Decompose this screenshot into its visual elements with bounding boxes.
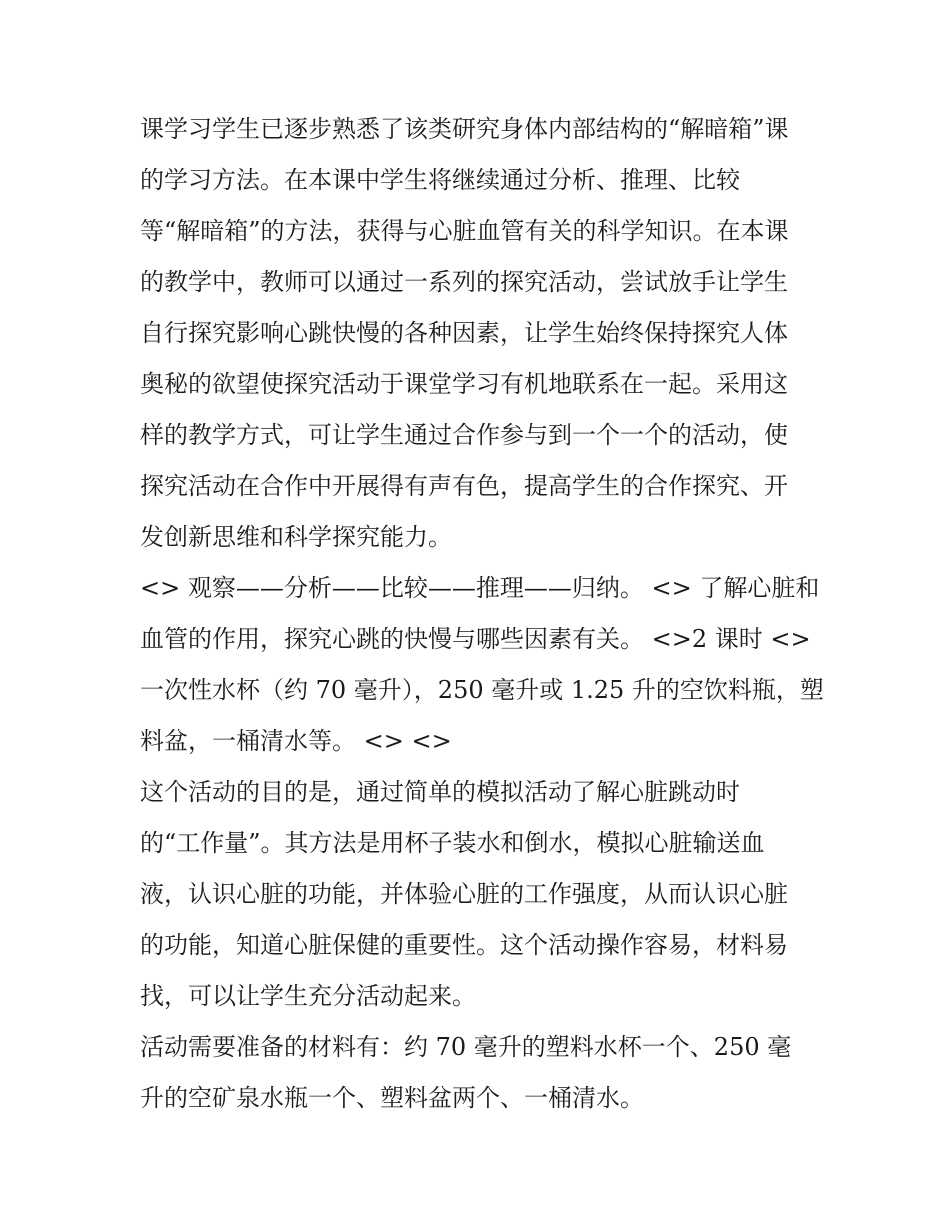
- document-body: [140, 104, 824, 1124]
- text-line: 的功能，知道心脏保健的重要性。这个活动操作容易，材料易: [140, 931, 788, 959]
- text-line: <> 观察——分析——比较——推理——归纳。 <> 了解心脏和: [140, 574, 820, 602]
- text-line: 液，认识心脏的功能，并体验心脏的工作强度，从而认识心脏: [140, 880, 788, 908]
- text-line: 这个活动的目的是，通过简单的模拟活动了解心脏跳动时: [140, 778, 740, 806]
- text-line: 自行探究影响心跳快慢的各种因素，让学生始终保持探究人体: [140, 319, 788, 347]
- text-line: 活动需要准备的材料有：约 70 毫升的塑料水杯一个、250 毫: [140, 1033, 792, 1061]
- text-line: 探究活动在合作中开展得有声有色，提高学生的合作探究、开: [140, 472, 788, 500]
- text-line: 发创新思维和科学探究能力。: [140, 523, 452, 551]
- text-line: 升的空矿泉水瓶一个、塑料盆两个、一桶清水。: [140, 1084, 644, 1112]
- text-line: 的“工作量”。其方法是用杯子装水和倒水，模拟心脏输送血: [140, 829, 765, 857]
- text-line: 的学习方法。在本课中学生将继续通过分析、推理、比较: [140, 166, 740, 194]
- text-line: 的教学中，教师可以通过一系列的探究活动，尝试放手让学生: [140, 268, 788, 296]
- text-line: 找，可以让学生充分活动起来。: [140, 982, 476, 1010]
- text-line: 课学习学生已逐步熟悉了该类研究身体内部结构的“解暗箱”课: [140, 115, 789, 143]
- text-line: 奥秘的欲望使探究活动于课堂学习有机地联系在一起。采用这: [140, 370, 788, 398]
- text-line: 一次性水杯（约 70 毫升），250 毫升或 1.25 升的空饮料瓶，塑: [140, 676, 824, 704]
- text-line: 血管的作用，探究心跳的快慢与哪些因素有关。 <>2 课时 <>: [140, 625, 811, 653]
- text-line: 样的教学方式，可让学生通过合作参与到一个一个的活动，使: [140, 421, 788, 449]
- text-line: 料盆，一桶清水等。 <> <>: [140, 727, 452, 755]
- text-line: 等“解暗箱”的方法，获得与心脏血管有关的科学知识。在本课: [140, 217, 789, 245]
